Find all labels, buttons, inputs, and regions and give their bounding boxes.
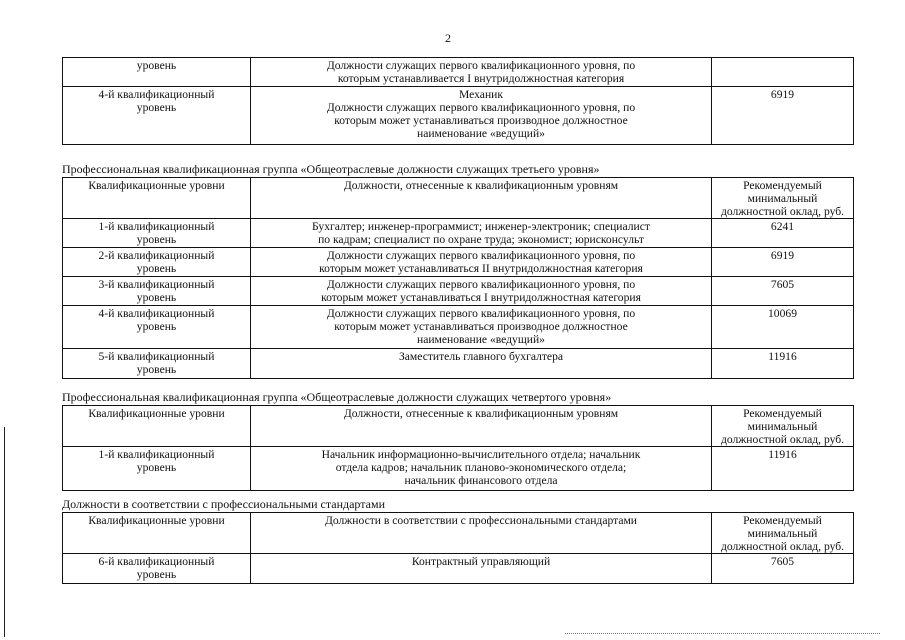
continuation-table bbox=[62, 57, 854, 145]
group4-table bbox=[62, 405, 854, 491]
table-row bbox=[63, 349, 854, 379]
header-levels: Квалификационные уровни bbox=[63, 178, 251, 219]
table-row bbox=[63, 248, 854, 277]
header-levels: Квалификационные уровни bbox=[63, 513, 251, 554]
positions-cell: Должности служащих первого квалификационного уровня, по которым может устанавливаться II внутридолжностная категория bbox=[251, 248, 712, 277]
header-salary: Рекомендуемый минимальный должностной оклад, руб. bbox=[712, 513, 854, 554]
group3-heading: Профессиональная квалификационная группа «Общеотраслевые должности служащих третьего уровня» bbox=[62, 162, 600, 176]
positions-cell: Контрактный управляющий bbox=[251, 554, 712, 584]
salary-cell: 11916 bbox=[712, 447, 854, 491]
level-cell: 2-й квалификационный уровень bbox=[63, 248, 251, 277]
positions-cell: Механик Должности служащих первого квалификационного уровня, по которым может устанавливаться производное должностное наименование «ведущий» bbox=[251, 87, 712, 145]
salary-cell: 6241 bbox=[712, 219, 854, 248]
scan-bottom-line bbox=[565, 633, 880, 634]
level-cell: 1-й квалификационный уровень bbox=[63, 219, 251, 248]
positions-cell: Должности служащих первого квалификационного уровня, по которым может устанавливаться производное должностное наименование «ведущий» bbox=[251, 306, 712, 349]
table-row bbox=[63, 554, 854, 584]
page-number: 2 bbox=[445, 31, 451, 45]
salary-cell: 10069 bbox=[712, 306, 854, 349]
level-cell: 6-й квалификационный уровень bbox=[63, 554, 251, 584]
header-salary: Рекомендуемый минимальный должностной оклад, руб. bbox=[712, 406, 854, 447]
positions-cell: Начальник информационно-вычислительного отдела; начальник отдела кадров; начальник планово-экономического отдела; начальник финансового отдела bbox=[251, 447, 712, 491]
group3-table bbox=[62, 177, 854, 379]
table-row bbox=[63, 87, 854, 145]
salary-cell: 11916 bbox=[712, 349, 854, 379]
level-cell: уровень bbox=[63, 58, 251, 87]
table-row bbox=[63, 58, 854, 87]
salary-cell: 6919 bbox=[712, 87, 854, 145]
header-positions: Должности, отнесенные к квалификационным уровням bbox=[251, 406, 712, 447]
level-cell: 5-й квалификационный уровень bbox=[63, 349, 251, 379]
salary-cell: 7605 bbox=[712, 554, 854, 584]
salary-cell bbox=[712, 58, 854, 87]
header-positions: Должности в соответствии с профессиональными стандартами bbox=[251, 513, 712, 554]
level-cell: 3-й квалификационный уровень bbox=[63, 277, 251, 306]
header-row bbox=[63, 513, 854, 554]
header-row bbox=[63, 178, 854, 219]
table-row bbox=[63, 447, 854, 491]
standards-table bbox=[62, 512, 854, 584]
header-row bbox=[63, 406, 854, 447]
header-levels: Квалификационные уровни bbox=[63, 406, 251, 447]
positions-cell: Бухгалтер; инженер-программист; инженер-электроник; специалист по кадрам; специалист по охране труда; экономист; юрисконсульт bbox=[251, 219, 712, 248]
salary-cell: 6919 bbox=[712, 248, 854, 277]
standards-heading: Должности в соответствии с профессиональными стандартами bbox=[62, 497, 385, 511]
salary-cell: 7605 bbox=[712, 277, 854, 306]
positions-cell: Заместитель главного бухгалтера bbox=[251, 349, 712, 379]
level-cell: 4-й квалификационный уровень bbox=[63, 306, 251, 349]
header-positions: Должности, отнесенные к квалификационным уровням bbox=[251, 178, 712, 219]
scan-edge-line bbox=[4, 427, 5, 637]
level-cell: 1-й квалификационный уровень bbox=[63, 447, 251, 491]
table-row bbox=[63, 306, 854, 349]
positions-cell: Должности служащих первого квалификационного уровня, по которым устанавливается I внутридолжностная категория bbox=[251, 58, 712, 87]
positions-cell: Должности служащих первого квалификационного уровня, по которым может устанавливаться I внутридолжностная категория bbox=[251, 277, 712, 306]
group4-heading: Профессиональная квалификационная группа «Общеотраслевые должности служащих четвертого уровня» bbox=[62, 390, 612, 404]
level-cell: 4-й квалификационный уровень bbox=[63, 87, 251, 145]
table-row bbox=[63, 219, 854, 248]
table-row bbox=[63, 277, 854, 306]
header-salary: Рекомендуемый минимальный должностной оклад, руб. bbox=[712, 178, 854, 219]
